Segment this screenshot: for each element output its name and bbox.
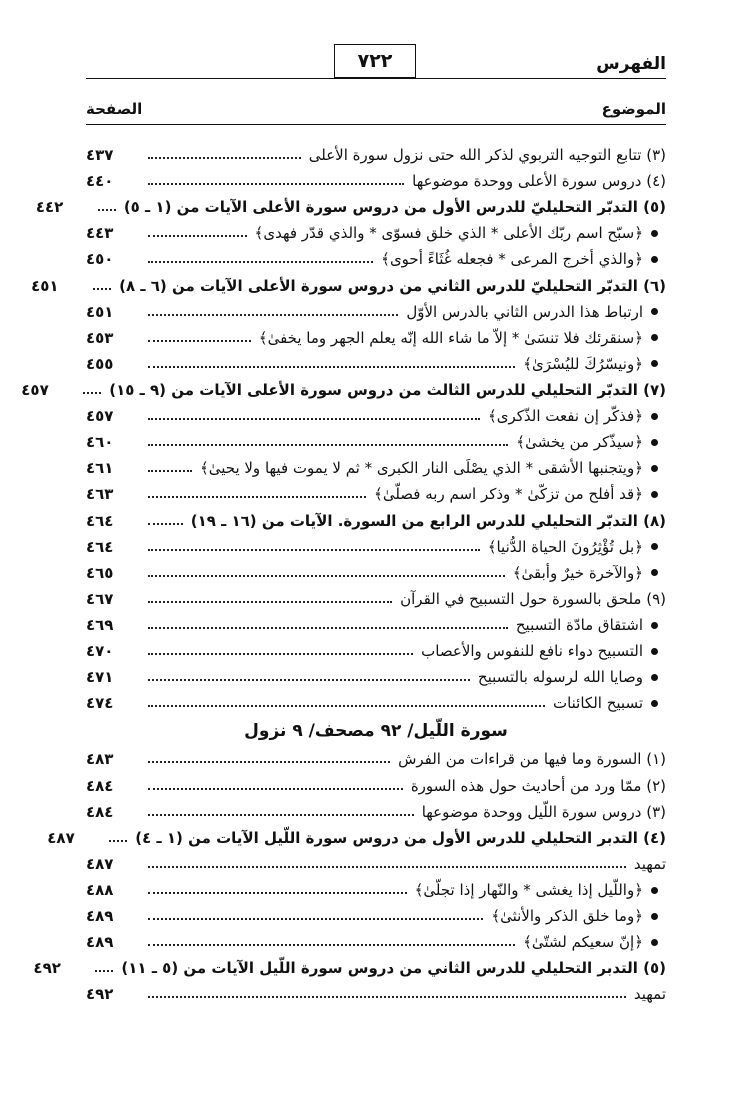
column-header-rule [86, 124, 666, 125]
toc-entry [86, 455, 666, 481]
bullet-icon [651, 674, 658, 681]
dot-leader [148, 627, 508, 629]
toc-entry [86, 799, 666, 825]
dot-leader [148, 944, 515, 946]
toc-entry-title: ﴿وما خلق الذكر والأنثىٰ﴾ [491, 907, 643, 926]
toc-entry-title: ﴿فذكّر إن نفعت الذّكرى﴾ [487, 407, 643, 426]
toc-entry-page: ٤٨٧ [86, 854, 114, 873]
toc-entry-title: (٤) التدبر التحليلي للدرس الأول من دروس سورة اللّيل الآيات من (١ ـ ٤) [135, 828, 666, 847]
toc-entry-title: وصايا الله لرسوله بالتسبيح [477, 668, 643, 687]
bullet-icon [651, 700, 658, 707]
toc-entry [86, 851, 666, 877]
dot-leader [148, 892, 407, 894]
toc-entry-title: تمهيد [633, 854, 666, 873]
table-of-contents [21, 142, 666, 1008]
bullet-icon [651, 308, 658, 315]
dot-leader [148, 235, 247, 237]
toc-entry [86, 560, 666, 586]
toc-entry-page: ٤٥٥ [86, 354, 114, 373]
dot-leader [148, 549, 480, 551]
toc-entry-page: ٤٥١ [31, 276, 59, 295]
toc-entry-page: ٤٩٢ [86, 985, 114, 1004]
toc-entry-title: (٣) دروس سورة اللّيل ووحدة موضوعها [421, 802, 666, 821]
dot-leader [95, 970, 113, 972]
toc-entry [86, 220, 666, 246]
dot-leader [148, 679, 470, 681]
dot-leader [148, 366, 515, 368]
dot-leader [109, 840, 127, 842]
toc-entry-title: (٢) ممّا ورد من أحاديث حول هذه السورة [410, 776, 666, 795]
toc-entry-page: ٤٧٤ [86, 694, 114, 713]
toc-entry-title: ﴿إنّ سعيكم لشتّىٰ﴾ [523, 933, 643, 952]
toc-entry-title: (١) السورة وما فيها من قراءات من الفرش [398, 750, 666, 769]
dot-leader [148, 761, 390, 763]
toc-entry-page: ٤٥٧ [21, 381, 49, 400]
dot-leader [148, 705, 545, 707]
toc-entry [86, 746, 666, 772]
toc-entry [33, 955, 666, 981]
toc-entry-title: (٦) التدبّر التحليليّ للدرس الثاني من دروس سورة الأعلى الآيات من (٦ ـ ٨) [119, 276, 666, 295]
dot-leader [148, 183, 404, 185]
dot-leader [148, 653, 413, 655]
toc-entry [86, 690, 666, 716]
toc-entry-page: ٤٨٣ [86, 750, 114, 769]
toc-entry-page: ٤٦٣ [86, 485, 114, 504]
toc-entry-page: ٤٤٣ [86, 224, 114, 243]
toc-entry-page: ٤٥١ [86, 302, 114, 321]
toc-group-layl [33, 746, 666, 1007]
toc-entry [31, 273, 666, 299]
dot-leader [83, 392, 101, 394]
toc-entry [86, 325, 666, 351]
column-headers [86, 100, 666, 122]
dot-leader [148, 496, 366, 498]
toc-entry-page: ٤٣٧ [86, 146, 114, 165]
toc-group-alaa [21, 142, 666, 716]
bullet-icon [651, 569, 658, 576]
toc-entry-page: ٤٥٠ [86, 250, 114, 269]
dot-leader [148, 444, 508, 446]
bullet-icon [651, 360, 658, 367]
toc-entry [47, 825, 666, 851]
dot-leader [148, 866, 626, 868]
toc-entry [86, 508, 666, 534]
page-header [86, 44, 666, 82]
dot-leader [148, 418, 480, 420]
toc-entry [86, 246, 666, 272]
toc-entry [86, 903, 666, 929]
section-title: سورة اللّيل/ ٩٢ مصحف/ ٩ نزول [244, 721, 508, 742]
toc-entry-title: (٤) دروس سورة الأعلى ووحدة موضوعها [412, 172, 666, 191]
toc-entry-page: ٤٨٨ [86, 881, 114, 899]
toc-entry [86, 638, 666, 664]
dot-leader [148, 601, 392, 603]
toc-entry-title: (٩) ملحق بالسورة حول التسبيح في القرآن [400, 589, 666, 608]
toc-entry-page: ٤٦١ [86, 459, 114, 478]
bullet-icon [651, 491, 658, 498]
dot-leader [148, 996, 626, 998]
bullet-icon [651, 439, 658, 446]
toc-entry [86, 481, 666, 507]
toc-entry-title: (٨) التدبّر التحليلي للدرس الرابع من السورة. الآيات من (١٦ ـ ١٩) [190, 511, 666, 530]
toc-entry-page: ٤٩٢ [33, 959, 61, 978]
dot-leader [148, 814, 414, 816]
toc-entry-page: ٤٧٠ [86, 642, 114, 661]
header-title: الفهرس [596, 54, 666, 74]
toc-entry [86, 299, 666, 325]
toc-entry [86, 168, 666, 194]
bullet-icon [651, 913, 658, 920]
toc-entry-title: ﴿سيذّكر من يخشىٰ﴾ [516, 433, 643, 452]
toc-entry-title: (٧) التدبّر التحليلي للدرس الثالث من دروس سورة الأعلى الآيات من (٩ ـ ١٥) [109, 381, 666, 400]
toc-entry-title: ارتباط هذا الدرس الثاني بالدرس الأوّل [406, 302, 643, 321]
bullet-icon [651, 230, 658, 237]
toc-entry-page: ٤٥٣ [86, 328, 114, 347]
toc-entry-title: ﴿سنقرئك فلا تنسَىٰ * إلاّ ما شاء الله إنّه يعلم الجهر وما يخفىٰ﴾ [258, 328, 643, 347]
toc-entry-title: ﴿قد أفلح من تزكّىٰ * وذكر اسم ربه فصلّىٰ﴾ [374, 485, 643, 504]
dot-leader [148, 261, 373, 263]
toc-entry [86, 981, 666, 1007]
bullet-icon [651, 939, 658, 946]
toc-entry-title: اشتقاق مادّة التسبيح [515, 616, 643, 635]
toc-entry-title: (٥) التدبر التحليلي للدرس الثاني من دروس سورة اللّيل الآيات من (٥ ـ ١١) [121, 959, 666, 978]
bullet-icon [651, 648, 658, 655]
bullet-icon [651, 334, 658, 341]
bullet-icon [651, 543, 658, 550]
toc-entry-title: ﴿ونيسّرُكَ لليُسْرَىٰ﴾ [523, 354, 643, 373]
toc-entry [86, 929, 666, 955]
dot-leader [148, 788, 403, 790]
toc-entry-title: (٣) تتابع التوجيه التربوي لذكر الله حتى نزول سورة الأعلى [308, 146, 666, 165]
toc-entry [86, 877, 666, 903]
dot-leader [148, 314, 398, 316]
toc-entry-title: ﴿سبّح اسم ربّك الأعلى * الذي خلق فسوّى * والذي قدّر فهدى﴾ [254, 224, 643, 243]
toc-entry-title: ﴿واللّيل إذا يغشى * والنّهار إذا تجلّىٰ﴾ [414, 881, 643, 899]
toc-entry [86, 664, 666, 690]
page-number: ٧٢٢ [334, 44, 416, 78]
toc-entry-page: ٤٧١ [86, 668, 114, 687]
toc-entry [86, 612, 666, 638]
toc-entry-title: تمهيد [633, 985, 666, 1004]
bullet-icon [651, 465, 658, 472]
toc-entry-page: ٤٨٤ [86, 776, 114, 795]
dot-leader [148, 470, 192, 472]
toc-entry-page: ٤٤٠ [86, 172, 114, 191]
toc-entry-page: ٤٦٠ [86, 433, 114, 452]
dot-leader [148, 523, 183, 525]
page-column-header: الصفحة [86, 100, 143, 118]
toc-entry-page: ٤٨٩ [86, 933, 114, 952]
toc-entry [35, 194, 666, 220]
dot-leader [148, 918, 483, 920]
toc-entry-page: ٤٦٧ [86, 589, 114, 608]
toc-entry [21, 377, 666, 403]
toc-entry [86, 429, 666, 455]
header-rule [86, 78, 666, 79]
bullet-icon [651, 887, 658, 894]
toc-entry-page: ٤٨٧ [47, 828, 75, 847]
toc-entry-page: ٤٦٩ [86, 616, 114, 635]
toc-entry-page: ٤٦٥ [86, 563, 114, 582]
toc-entry-title: ﴿والآخرة خيرٌ وأبقىٰ﴾ [512, 563, 643, 582]
toc-entry [86, 142, 666, 168]
toc-entry [86, 773, 666, 799]
bullet-icon [651, 622, 658, 629]
dot-leader [148, 575, 505, 577]
toc-entry-page: ٤٦٤ [86, 537, 114, 556]
toc-entry-page: ٤٦٤ [86, 511, 114, 530]
toc-entry [86, 403, 666, 429]
toc-entry [86, 534, 666, 560]
subject-column-header: الموضوع [601, 100, 666, 118]
dot-leader [93, 288, 111, 290]
toc-entry-title: ﴿والذي أخرج المرعى * فجعله غُثَاءً أحوى﴾ [381, 250, 643, 269]
bullet-icon [651, 256, 658, 263]
toc-entry-title: ﴿بل تُؤْثِرُونَ الحياة الدُّنيا﴾ [487, 537, 643, 556]
toc-entry [86, 586, 666, 612]
dot-leader [98, 209, 116, 211]
toc-entry-title: (٥) التدبّر التحليليّ للدرس الأول من دروس سورة الأعلى الآيات من (١ ـ ٥) [123, 198, 666, 217]
toc-entry [86, 351, 666, 377]
toc-entry-title: ﴿ويتجنبها الأشقى * الذي يصْلَى النار الكبرى * ثم لا يموت فيها ولا يحيىٰ﴾ [199, 459, 643, 478]
toc-entry-page: ٤٤٢ [35, 198, 64, 217]
bullet-icon [651, 413, 658, 420]
dot-leader [148, 157, 301, 159]
toc-entry-title: التسبيح دواء نافع للنفوس والأعصاب [421, 642, 643, 661]
toc-entry-title: تسبيح الكائنات [552, 694, 643, 713]
toc-entry-page: ٤٨٩ [86, 907, 114, 926]
toc-entry-page: ٤٥٧ [86, 407, 114, 426]
dot-leader [148, 340, 251, 342]
toc-entry-page: ٤٨٤ [86, 802, 114, 821]
